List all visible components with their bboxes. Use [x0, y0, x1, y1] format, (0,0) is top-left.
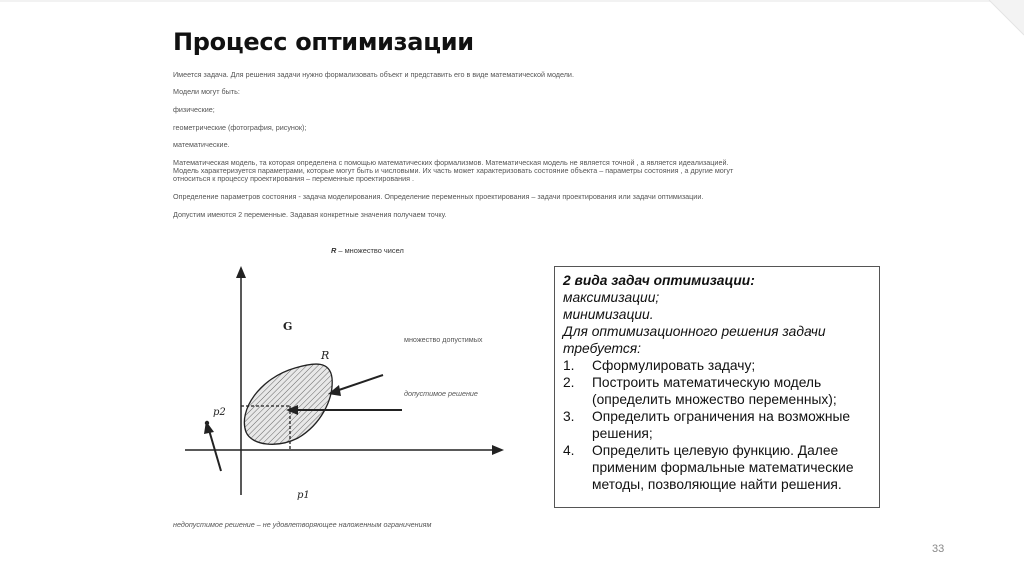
arrow-label-feasible-solution: допустимое решение — [404, 389, 478, 398]
list-item — [563, 408, 871, 442]
feasible-region-diagram — [180, 260, 510, 510]
text-line-mathematical: математические. — [173, 140, 230, 149]
arrow-to-region — [333, 375, 383, 392]
text-line-state-params: Определение параметров состояния - задача моделирования. Определение переменных проектирования – задачи проектирования или задачи оптимизации. — [173, 192, 704, 201]
list-item-text: Сформулировать задачу; — [592, 358, 756, 373]
list-item — [563, 357, 871, 374]
label-r: R — [321, 349, 330, 362]
optimization-tasks-box — [554, 266, 880, 508]
legend-symbol: R — [331, 246, 337, 255]
y-axis-arrowhead — [236, 266, 246, 278]
corner-fold-decoration — [964, 0, 1024, 60]
label-g: G — [283, 320, 293, 333]
text-line-model-params: Модель характеризуется параметрами, которые могут быть и числовыми. Их часть может характеризовать состояние объекта – параметры состояния , а другие могут — [173, 166, 734, 175]
list-item-text: Определить целевую функцию. Далее применим формальные математические методы, позволяющие найти решения. — [592, 443, 854, 492]
page-number: 33 — [932, 543, 945, 555]
list-item-number: 4. — [563, 443, 575, 458]
text-line-two-variables: Допустим имеются 2 переменные. Задавая конкретные значения получаем точку. — [173, 210, 447, 219]
list-item-number: 1. — [563, 358, 575, 373]
infeasible-point — [205, 421, 209, 425]
box-line-maximization: максимизации; — [563, 290, 660, 305]
x-axis-arrowhead — [492, 445, 504, 455]
legend-text: – множество чисел — [338, 246, 404, 255]
list-item — [563, 442, 871, 493]
box-line-requirements: Для оптимизационного решения задачи требуется: — [563, 324, 826, 356]
list-item-text: Определить ограничения на возможные решения; — [592, 409, 851, 441]
list-item-text: Построить математическую модель (определить множество переменных); — [592, 375, 837, 407]
steps-list — [563, 357, 871, 493]
text-line-design-vars: относиться к процессу проектирования – переменные проектирования . — [173, 174, 415, 183]
text-line-physical: физические; — [173, 105, 215, 114]
text-line-task: Имеется задача. Для решения задачи нужно формализовать объект и представить его в виде математической модели. — [173, 70, 574, 79]
box-line-minimization: минимизации. — [563, 307, 654, 322]
arrow-label-feasible-set: множество допустимых — [404, 335, 483, 344]
list-item — [563, 374, 871, 408]
top-border — [0, 0, 1024, 2]
label-p2: p2 — [213, 407, 226, 418]
list-item-number: 3. — [563, 409, 575, 424]
slide-title: Процесс оптимизации — [173, 28, 474, 56]
text-line-geometric: геометрические (фотография, рисунок); — [173, 123, 307, 132]
feasible-region-r — [244, 364, 332, 444]
list-item-number: 2. — [563, 375, 575, 390]
figure-legend — [331, 246, 404, 255]
text-line-math-model-def: Математическая модель, та которая определена с помощью математических формализмов. Математическая модель не является точной , а является идеализацией. — [173, 158, 729, 167]
box-heading: 2 вида задач оптимизации: — [563, 273, 755, 288]
text-line-models-may-be: Модели могут быть: — [173, 87, 240, 96]
figure-caption: недопустимое решение – не удовлетворяющее наложенным ограничениям — [173, 520, 432, 529]
label-p1: p1 — [297, 490, 310, 501]
